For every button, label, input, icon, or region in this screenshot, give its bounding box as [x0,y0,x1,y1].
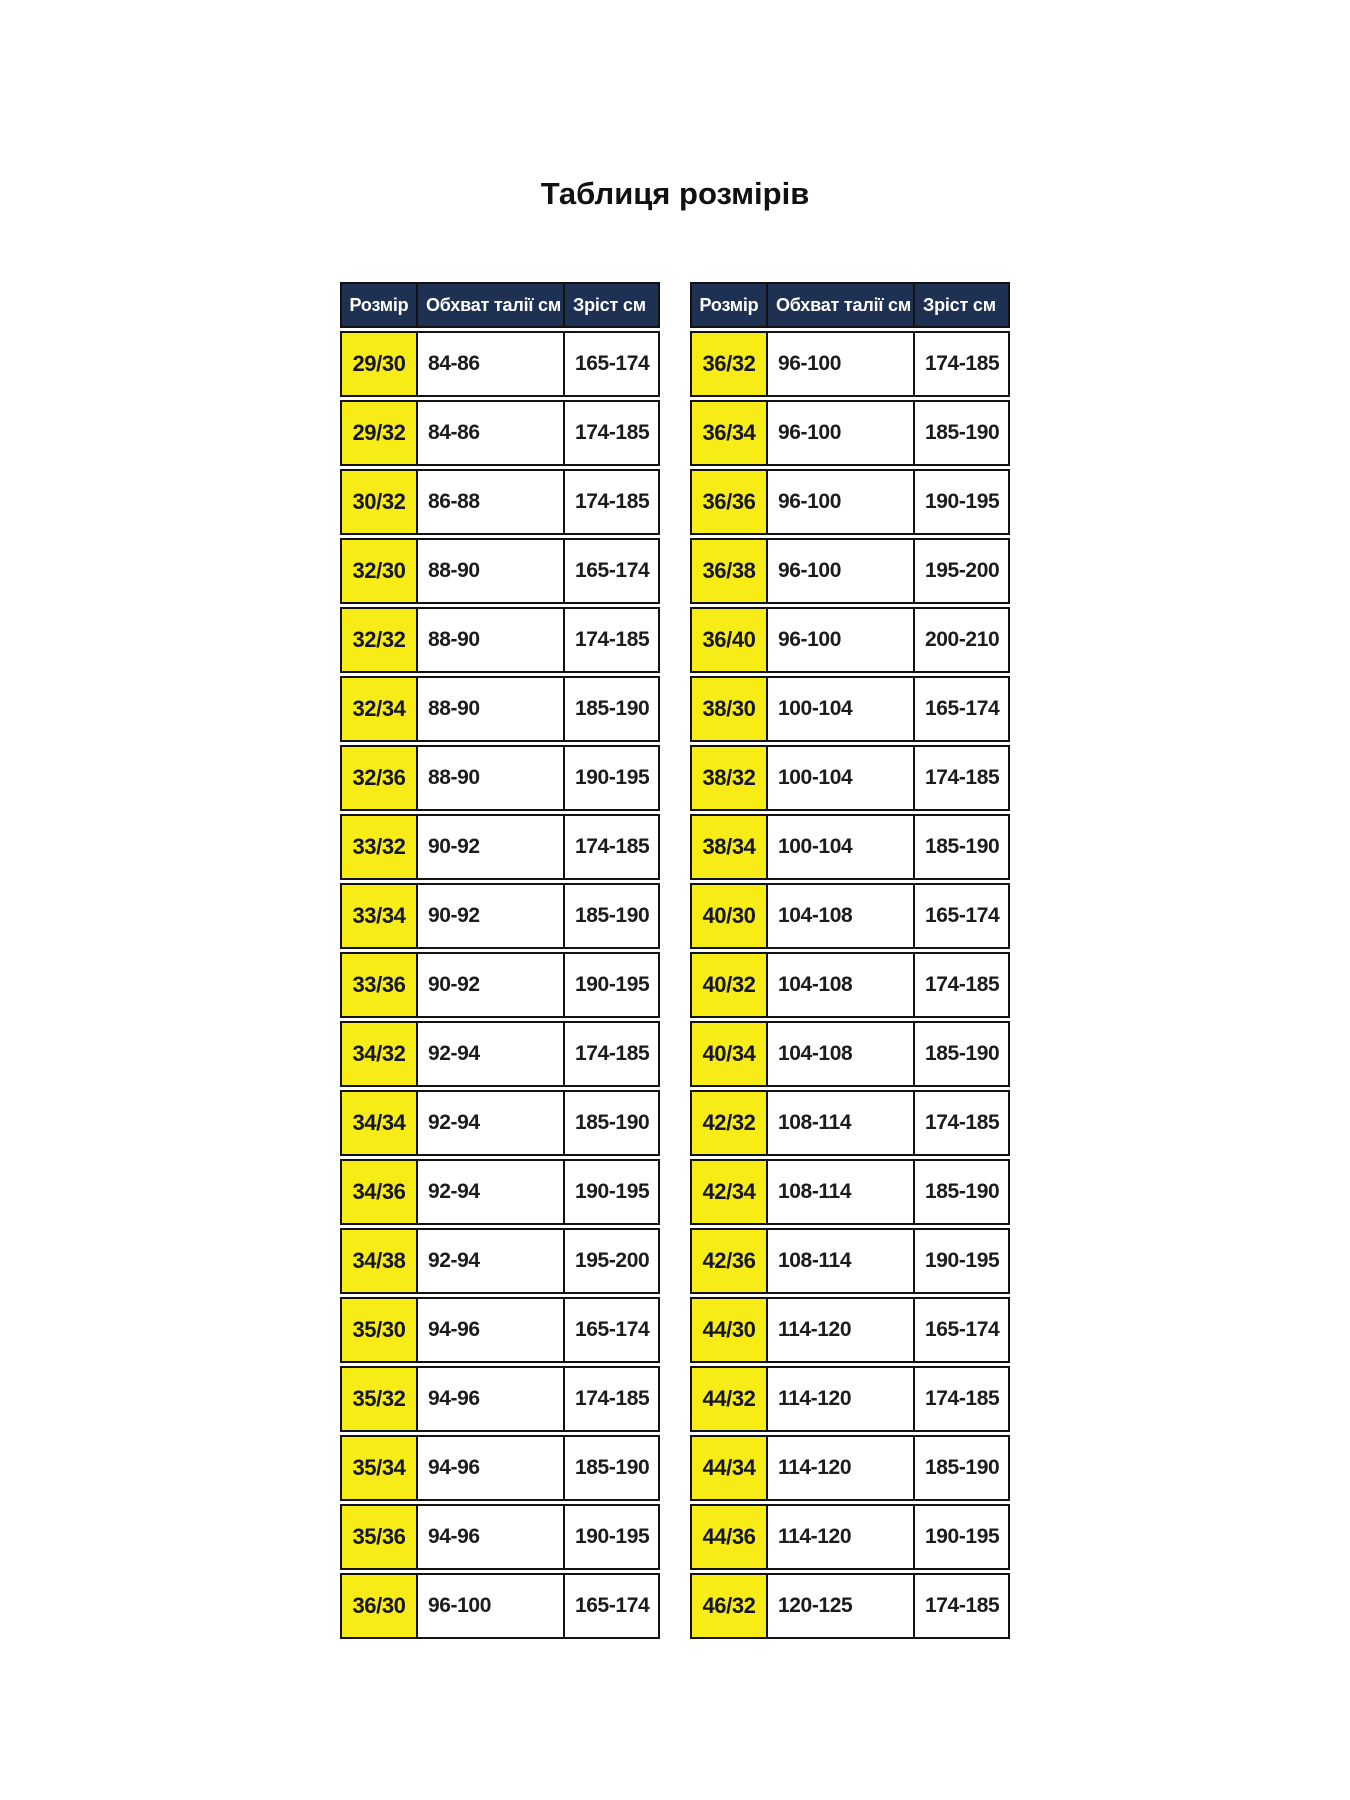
size-cell: 32/36 [340,745,418,811]
size-cell: 38/34 [690,814,768,880]
table-row [690,1366,1010,1432]
height-cell: 195-200 [915,538,1010,604]
height-cell: 190-195 [915,1228,1010,1294]
table-row [690,1090,1010,1156]
table-row [690,1435,1010,1501]
waist-cell: 84-86 [418,400,565,466]
height-cell: 165-174 [565,1573,660,1639]
height-cell: 185-190 [565,676,660,742]
table-row [340,1573,660,1639]
waist-cell: 96-100 [768,607,915,673]
waist-cell: 90-92 [418,952,565,1018]
height-cell: 174-185 [565,1021,660,1087]
waist-cell: 100-104 [768,745,915,811]
table-row [690,607,1010,673]
size-cell: 35/34 [340,1435,418,1501]
table-row [690,814,1010,880]
height-cell: 174-185 [915,331,1010,397]
size-cell: 40/32 [690,952,768,1018]
height-cell: 174-185 [915,745,1010,811]
table-row [690,538,1010,604]
size-cell: 36/36 [690,469,768,535]
size-cell: 44/34 [690,1435,768,1501]
table-gap-spacer [660,279,690,1639]
table-row [340,1504,660,1570]
waist-cell: 120-125 [768,1573,915,1639]
height-cell: 200-210 [915,607,1010,673]
waist-cell: 108-114 [768,1090,915,1156]
size-cell: 35/32 [340,1366,418,1432]
height-cell: 185-190 [915,1435,1010,1501]
size-cell: 42/34 [690,1159,768,1225]
waist-cell: 92-94 [418,1021,565,1087]
height-cell: 185-190 [915,814,1010,880]
table-row [340,1021,660,1087]
height-cell: 190-195 [565,745,660,811]
size-cell: 44/30 [690,1297,768,1363]
height-cell: 174-185 [565,469,660,535]
table-row [340,814,660,880]
size-cell: 34/38 [340,1228,418,1294]
table-row [690,1573,1010,1639]
size-cell: 29/32 [340,400,418,466]
table-row [340,1090,660,1156]
waist-cell: 84-86 [418,331,565,397]
waist-cell: 108-114 [768,1228,915,1294]
waist-cell: 88-90 [418,538,565,604]
header-row [340,282,660,328]
header-row [690,282,1010,328]
size-cell: 44/36 [690,1504,768,1570]
table-row [690,400,1010,466]
table-row [340,883,660,949]
height-cell: 174-185 [565,607,660,673]
waist-cell: 88-90 [418,745,565,811]
table-row [690,883,1010,949]
height-cell: 190-195 [565,1159,660,1225]
size-cell: 40/34 [690,1021,768,1087]
page-title: Таблиця розмірів [540,176,810,211]
height-cell: 165-174 [915,883,1010,949]
size-tables-container [0,279,1350,1642]
height-cell: 165-174 [565,331,660,397]
table-row [340,1435,660,1501]
size-cell: 33/32 [340,814,418,880]
waist-cell: 94-96 [418,1366,565,1432]
height-cell: 185-190 [915,400,1010,466]
waist-cell: 96-100 [768,400,915,466]
table-row [690,1021,1010,1087]
column-header: Обхват талії см [418,282,565,328]
table-row [340,745,660,811]
size-cell: 34/36 [340,1159,418,1225]
height-cell: 190-195 [565,1504,660,1570]
waist-cell: 114-120 [768,1366,915,1432]
height-cell: 185-190 [915,1021,1010,1087]
waist-cell: 90-92 [418,814,565,880]
waist-cell: 90-92 [418,883,565,949]
table-row [340,676,660,742]
size-cell: 29/30 [340,331,418,397]
table-row [340,607,660,673]
table-row [690,1228,1010,1294]
waist-cell: 94-96 [418,1435,565,1501]
height-cell: 165-174 [565,1297,660,1363]
size-cell: 36/40 [690,607,768,673]
waist-cell: 88-90 [418,676,565,742]
waist-cell: 114-120 [768,1504,915,1570]
table-row [340,952,660,1018]
size-cell: 42/36 [690,1228,768,1294]
size-cell: 33/36 [340,952,418,1018]
size-cell: 32/32 [340,607,418,673]
size-cell: 32/34 [340,676,418,742]
height-cell: 185-190 [915,1159,1010,1225]
waist-cell: 86-88 [418,469,565,535]
size-cell: 40/30 [690,883,768,949]
waist-cell: 96-100 [418,1573,565,1639]
table-row [690,469,1010,535]
table-row [340,469,660,535]
size-table-left [340,279,660,1642]
size-cell: 33/34 [340,883,418,949]
height-cell: 195-200 [565,1228,660,1294]
height-cell: 185-190 [565,1435,660,1501]
waist-cell: 96-100 [768,469,915,535]
size-cell: 35/30 [340,1297,418,1363]
size-cell: 35/36 [340,1504,418,1570]
column-header: Розмір [340,282,418,328]
waist-cell: 92-94 [418,1159,565,1225]
column-header: Розмір [690,282,768,328]
size-cell: 36/38 [690,538,768,604]
waist-cell: 92-94 [418,1090,565,1156]
table-row [340,538,660,604]
height-cell: 174-185 [565,400,660,466]
height-cell: 190-195 [915,469,1010,535]
waist-cell: 94-96 [418,1297,565,1363]
waist-cell: 96-100 [768,538,915,604]
column-header: Зріст см [915,282,1010,328]
size-cell: 34/34 [340,1090,418,1156]
height-cell: 185-190 [565,1090,660,1156]
size-table-right [690,279,1010,1642]
height-cell: 165-174 [915,1297,1010,1363]
table-row [690,331,1010,397]
waist-cell: 104-108 [768,952,915,1018]
size-cell: 34/32 [340,1021,418,1087]
size-cell: 38/32 [690,745,768,811]
waist-cell: 100-104 [768,676,915,742]
height-cell: 174-185 [915,1366,1010,1432]
table-row [340,1366,660,1432]
height-cell: 165-174 [565,538,660,604]
waist-cell: 92-94 [418,1228,565,1294]
height-cell: 190-195 [915,1504,1010,1570]
table-row [690,1297,1010,1363]
height-cell: 190-195 [565,952,660,1018]
waist-cell: 96-100 [768,331,915,397]
waist-cell: 88-90 [418,607,565,673]
size-cell: 36/30 [340,1573,418,1639]
height-cell: 165-174 [915,676,1010,742]
height-cell: 174-185 [915,1573,1010,1639]
table-row [340,1297,660,1363]
waist-cell: 114-120 [768,1297,915,1363]
waist-cell: 100-104 [768,814,915,880]
table-row [340,331,660,397]
table-row [690,952,1010,1018]
table-row [340,400,660,466]
size-cell: 42/32 [690,1090,768,1156]
table-row [690,745,1010,811]
table-row [690,676,1010,742]
height-cell: 174-185 [915,952,1010,1018]
size-cell: 46/32 [690,1573,768,1639]
size-cell: 44/32 [690,1366,768,1432]
size-cell: 36/32 [690,331,768,397]
column-header: Зріст см [565,282,660,328]
waist-cell: 94-96 [418,1504,565,1570]
table-row [340,1159,660,1225]
size-cell: 30/32 [340,469,418,535]
column-header: Обхват талії см [768,282,915,328]
table-row [690,1504,1010,1570]
size-cell: 36/34 [690,400,768,466]
height-cell: 174-185 [565,814,660,880]
size-cell: 38/30 [690,676,768,742]
waist-cell: 108-114 [768,1159,915,1225]
height-cell: 185-190 [565,883,660,949]
waist-cell: 104-108 [768,1021,915,1087]
size-cell: 32/30 [340,538,418,604]
height-cell: 174-185 [565,1366,660,1432]
waist-cell: 104-108 [768,883,915,949]
waist-cell: 114-120 [768,1435,915,1501]
table-row [690,1159,1010,1225]
table-row [340,1228,660,1294]
height-cell: 174-185 [915,1090,1010,1156]
